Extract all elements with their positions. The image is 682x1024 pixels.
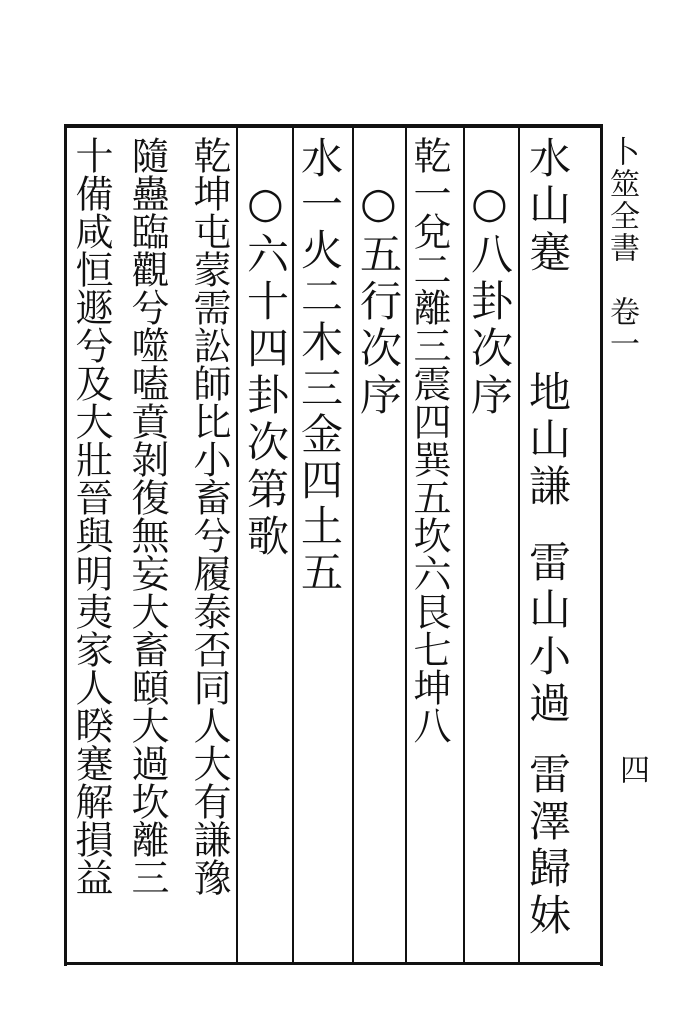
section-heading: ○八卦次序 [465,178,514,420]
page-number: 四 [614,754,649,784]
column-divider [236,128,238,962]
section-heading: ○六十四卦次第歌 [241,178,290,561]
page-gutter [600,124,682,966]
running-head: 卜筮全書 卷一 [604,136,639,360]
left-border-rule [64,124,67,966]
section-heading: ○五行次序 [354,178,403,420]
hexagram-name: 水山蹇 [523,136,572,277]
column-divider [292,128,294,962]
text-column: 水一火二木三金四土五 [295,136,344,596]
gutter-rule [600,124,603,966]
bottom-border-rule [64,962,600,965]
verse-column: 乾坤屯蒙需訟師比小畜兮履泰否同人大有謙豫 [187,136,231,896]
column-divider [518,128,520,962]
text-column: 乾一兌二離三震四巽五坎六艮七坤八 [407,136,451,744]
hexagram-name: 地山謙 [523,370,572,511]
verse-column: 隨蠱臨觀兮噬嗑賁剝復無妄大畜頤大過坎離三 [125,136,169,896]
verse-column: 十備咸恒遯兮及大壯晉與明夷家人睽蹇解損益 [69,136,113,896]
hexagram-name: 雷山小過 [523,540,572,728]
hexagram-name: 雷澤歸妹 [523,752,572,940]
